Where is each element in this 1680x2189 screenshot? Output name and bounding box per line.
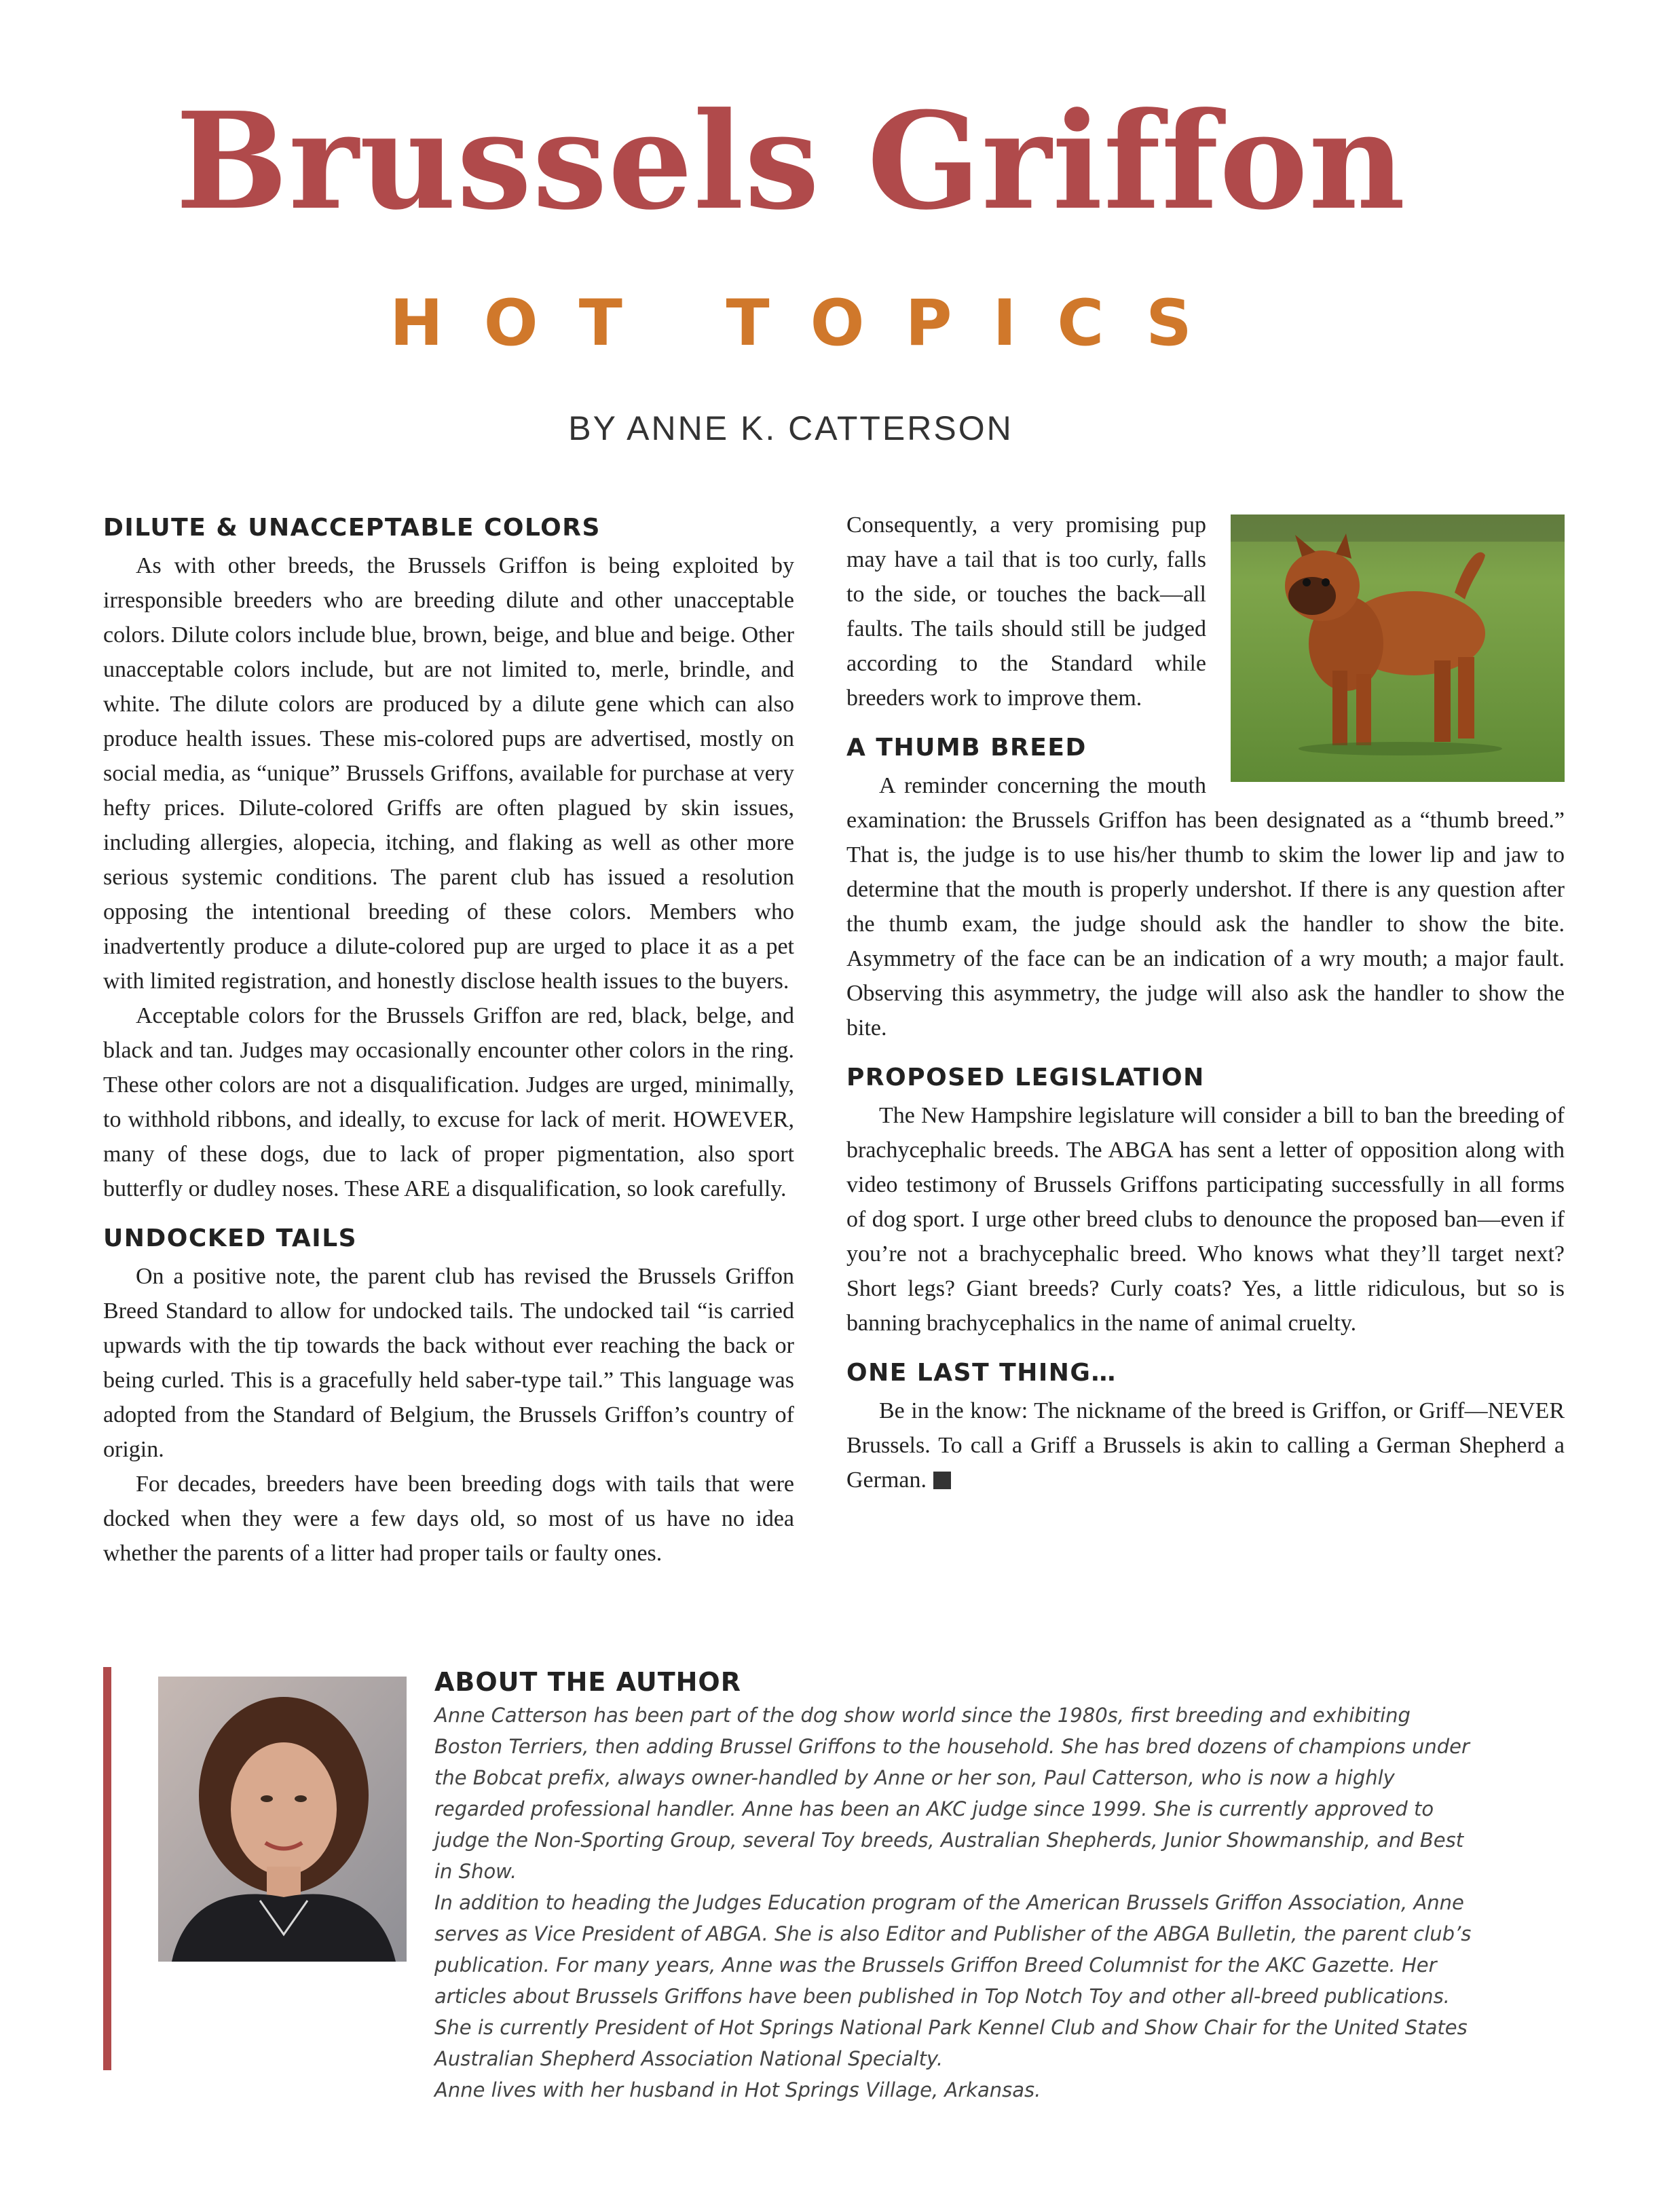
heading-dilute-colors: DILUTE & UNACCEPTABLE COLORS xyxy=(103,514,601,542)
paragraph-thumb-1: A reminder concerning the mouth examination: the Brussels Griffon has been designated as a “thumb breed.” That is, the judge is to use his/her thumb to skim the lower lip and jaw to determine that the mouth is properly undershot. If there is any question after the thumb exam, the judge should ask the handler to show the bite. Asymmetry of the face can be an indication of a wry mouth; a major fault. Observing this asymmetry, the judge will also ask the handler to show the bite. xyxy=(846,773,1565,1041)
author-paragraph-2: In addition to heading the Judges Education program of the American Brussels Griffon Association, Anne serves as Vice President of ABGA. She is also Editor and Publisher of the ABGA Bulletin, the parent club’s publication. For many years, Anne was the Brussels Griffon Breed Columnist for the AKC Gazette. Her articles about Brussels Griffons have been published in Top Notch Toy and other all-breed publications. xyxy=(434,1891,1472,2008)
paragraph-tails-3: Consequently, a very promising pup may have a tail that is too curly, falls to the side, or touches the back—all faults. The tails should still be judged according to the Standard while breeders work to improve them. xyxy=(846,512,1206,711)
author-paragraph-1: Anne Catterson has been part of the dog show world since the 1980s, first breeding and exhibiting Boston Terriers, then adding Brussel Griffons to the household. She has bred dozens of champions under the Bobcat prefix, always owner-handled by Anne or her son, Paul Catterson, who is now a highly regarded professional handler. Anne has been an AKC judge since 1999. She is currently approved to judge the Non-Sporting Group, several Toy breeds, Australian Shepherds, Junior Showmanship, and Best in Show. xyxy=(434,1704,1470,1883)
left-column xyxy=(103,508,794,1571)
dog-photo xyxy=(1231,514,1565,782)
author-paragraph-3: She is currently President of Hot Springs National Park Kennel Club and Show Chair for the United States Australian Shepherd Association National Specialty. xyxy=(434,2016,1468,2070)
paragraph-last-1: Be in the know: The nickname of the breed is Griffon, or Griff—NEVER Brussels. To call a Griff a Brussels is akin to calling a German Shepherd a German. xyxy=(846,1398,1565,1493)
end-mark-icon xyxy=(933,1472,951,1489)
heading-one-last-thing: ONE LAST THING… xyxy=(846,1359,1117,1387)
paragraph-dilute-1: As with other breeds, the Brussels Griffon is being exploited by irresponsible breeders who are breeding dilute and other unacceptable colors. Dilute colors include blue, brown, beige, and blue and beige. Other unacceptable colors include, but are not limited to, merle, brindle, and white. The dilute colors are produced by a dilute gene which can also produce health issues. These mis-colored pups are advertised, mostly on social media, as “unique” Brussels Griffons, available for purchase at very hefty prices. Dilute-colored Griffs are often plagued by skin issues, including allergies, alopecia, itching, and flaking as well as other more serious systemic conditions. The parent club has issued a resolution opposing the intentional breeding of these colors. Members who inadvertently produce a dilute-colored pup are urged to place it as a pet with limited registration, and honestly disclose health issues to the buyers. xyxy=(103,553,794,994)
paragraph-tails-2: For decades, breeders have been breeding dogs with tails that were docked when they were a few days old, so most of us have no idea whether the parents of a litter had proper tails or faulty ones. xyxy=(103,1472,794,1566)
author-paragraph-4: Anne lives with her husband in Hot Springs Village, Arkansas. xyxy=(434,2078,1041,2101)
right-column xyxy=(846,508,1565,1497)
paragraph-last-wrapper xyxy=(846,1393,1565,1497)
paragraph-tails-1: On a positive note, the parent club has revised the Brussels Griffon Breed Standard to allow for undocked tails. The undocked tail “is carried upwards with the tip towards the back without ever reaching the back or being curled. This is a gracefully held saber-type tail.” This language was adopted from the Standard of Belgium, the Brussels Griffon’s country of origin. xyxy=(103,1264,794,1462)
article-title: Brussels Griffon xyxy=(175,83,1406,240)
author-accent-bar xyxy=(103,1667,111,2070)
author-heading: ABOUT THE AUTHOR xyxy=(434,1667,741,1697)
paragraph-legislation-1: The New Hampshire legislature will consider a bill to ban the breeding of brachycephalic breeds. The ABGA has sent a letter of opposition along with video testimony of Brussels Griffons participating successfully in all forms of dog sport. I urge other breed clubs to denounce the proposed ban—even if you’re not a brachycephalic breed. Who knows what they’ll target next? Short legs? Giant breeds? Curly coats? Yes, a little ridiculous, but so is banning brachycephalics in the name of animal cruelty. xyxy=(846,1103,1565,1336)
byline: BY ANNE K. CATTERSON xyxy=(568,409,1013,447)
heading-thumb-breed: A THUMB BREED xyxy=(846,734,1087,762)
heading-undocked-tails: UNDOCKED TAILS xyxy=(103,1224,358,1252)
heading-proposed-legislation: PROPOSED LEGISLATION xyxy=(846,1064,1205,1091)
about-the-author xyxy=(434,1667,1476,2106)
paragraph-dilute-2: Acceptable colors for the Brussels Griffon are red, black, belge, and black and tan. Judges may occasionally encounter other colors in the ring. These other colors are not a disqualification. Judges are urged, minimally, to withhold ribbons, and ideally, to excuse for lack of merit. HOWEVER, many of these dogs, due to lack of proper pigmentation, also sport butterfly or dudley noses. These ARE a disqualification, so look carefully. xyxy=(103,1003,794,1201)
article-subtitle: HOT TOPICS xyxy=(390,286,1233,360)
author-photo xyxy=(158,1677,407,1962)
